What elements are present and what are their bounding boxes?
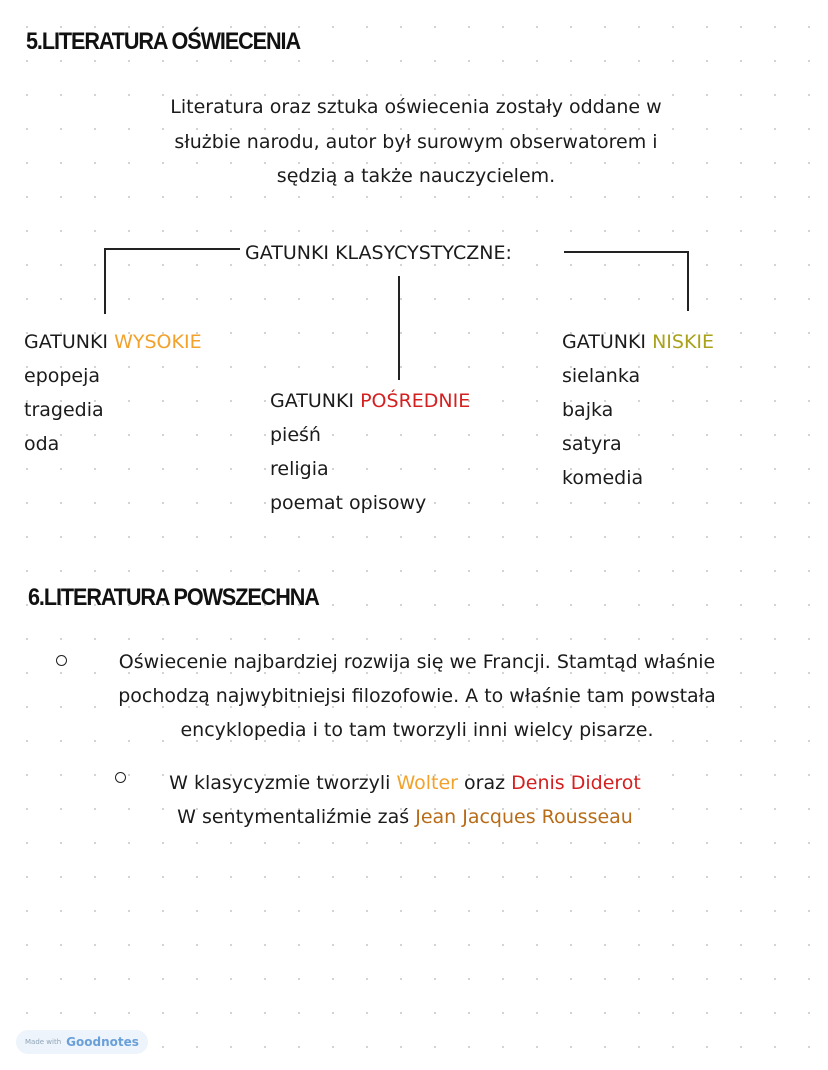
middle-genres-keyword: POŚREDNIE	[360, 390, 471, 412]
high-genres-title	[24, 325, 202, 359]
paragraph-line: Oświecenie najbardziej rozwija się we Francji. Stamtąd właśnie	[118, 651, 716, 673]
name-wolter: Wolter	[396, 772, 458, 794]
list-item: sielanka	[562, 365, 641, 387]
list-item: pieśń	[270, 424, 321, 446]
high-genres	[24, 325, 202, 461]
section-6-heading: 6.LITERATURA POWSZECHNA	[28, 584, 319, 611]
list-item: religia	[270, 458, 329, 480]
paragraph-line: encyklopedia i to tam tworzyli inni wielcy pisarze.	[180, 719, 654, 741]
paragraph-line	[130, 766, 680, 800]
bullet-circle-icon	[115, 772, 126, 783]
name-rousseau: Jean Jacques Rousseau	[415, 806, 633, 828]
bullet-paragraph-1	[72, 645, 762, 747]
list-item: epopeja	[24, 365, 101, 387]
connector-left-horizontal	[104, 248, 240, 250]
section-5-heading: 5.LITERATURA OŚWIECENIA	[26, 28, 300, 55]
connector-left-vertical	[104, 248, 106, 314]
low-genres-prefix: GATUNKI	[562, 331, 647, 353]
low-genres-keyword: NISKIE	[652, 331, 715, 353]
name-diderot: Denis Diderot	[511, 772, 641, 794]
list-item: satyra	[562, 433, 622, 455]
low-genres	[562, 325, 714, 495]
list-item: komedia	[562, 467, 644, 489]
list-item: tragedia	[24, 399, 104, 421]
high-genres-keyword: WYSOKIE	[114, 331, 202, 353]
intro-line: sędzią a także nauczycielem.	[276, 165, 556, 187]
text-fragment: oraz	[464, 772, 506, 794]
connector-middle-vertical	[398, 276, 400, 380]
low-genres-title	[562, 325, 714, 359]
paragraph-line	[130, 800, 680, 834]
connector-right-vertical	[687, 251, 689, 311]
text-fragment: W sentymentaliźmie zaś	[177, 806, 410, 828]
intro-line: służbie narodu, autor był surowym obserwatorem i	[174, 131, 658, 153]
diagram-title-text: GATUNKI KLASYCYSTYCZNE:	[245, 242, 512, 264]
list-item: poemat opisowy	[270, 492, 427, 514]
middle-genres-prefix: GATUNKI	[270, 390, 355, 412]
text-fragment: W klasycyzmie tworzyli	[169, 772, 391, 794]
made-with-goodnotes-badge	[16, 1030, 148, 1054]
goodnotes-logo-text: Goodnotes	[66, 1035, 139, 1049]
intro-line: Literatura oraz sztuka oświecenia zostały oddane w	[170, 96, 662, 118]
diagram-title	[245, 236, 512, 270]
bullet-paragraph-2	[130, 766, 680, 834]
middle-genres	[270, 384, 470, 520]
high-genres-prefix: GATUNKI	[24, 331, 109, 353]
paragraph-line: pochodzą najwybitniejsi filozofowie. A to właśnie tam powstała	[118, 685, 716, 707]
list-item: oda	[24, 433, 60, 455]
made-with-label: Made with	[25, 1038, 62, 1046]
list-item: bajka	[562, 399, 614, 421]
connector-right-horizontal	[564, 251, 688, 253]
bullet-circle-icon	[56, 655, 67, 666]
middle-genres-title	[270, 384, 470, 418]
